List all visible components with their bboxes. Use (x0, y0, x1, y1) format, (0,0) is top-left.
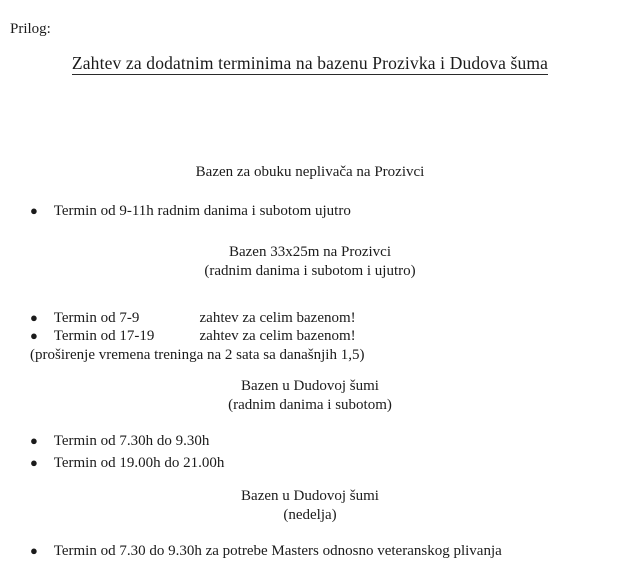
section-heading-3 (0, 379, 620, 413)
list-item-label: Termin od 9-11h radnim danima i subotom ujutro (53, 203, 351, 219)
list-item (30, 203, 351, 220)
section-heading-1-line1: Bazen za obuku neplivača na Prozivci (195, 164, 425, 180)
list-item (30, 543, 502, 560)
list-item-label: Termin od 7.30 do 9.30h za potrebe Masters odnosno veteranskog plivanja (53, 543, 502, 559)
section-heading-2 (0, 245, 620, 279)
bullet-icon: ● (30, 310, 38, 325)
list-item-note: zahtev za celim bazenom! (199, 310, 356, 326)
list-item (30, 433, 209, 450)
attachment-label: Prilog: (10, 21, 51, 37)
bullet-icon: ● (30, 543, 38, 558)
section-heading-2-line1: Bazen 33x25m na Prozivci (228, 244, 392, 260)
section-heading-2-line2: (radnim danima i subotom i ujutro) (204, 263, 416, 279)
section-heading-3-line1: Bazen u Dudovoj šumi (241, 378, 379, 394)
list-item (30, 328, 356, 345)
list-item (30, 310, 356, 327)
bullet-icon: ● (30, 433, 38, 448)
list-item-label: Termin od 19.00h do 21.00h (53, 455, 225, 471)
bullet-icon: ● (30, 203, 38, 218)
section-heading-4 (0, 489, 620, 523)
section-heading-1 (0, 165, 620, 180)
list-item (30, 455, 224, 472)
list-item-label: Termin od 7.30h do 9.30h (53, 433, 210, 449)
section-heading-3-line2: (radnim danima i subotom) (228, 397, 392, 413)
list-item-note: zahtev za celim bazenom! (199, 328, 356, 344)
section-heading-4-line2: (nedelja) (283, 507, 337, 523)
page-title-text: Zahtev za dodatnim terminima na bazenu Prozivka i Dudova šuma (71, 53, 549, 73)
section-heading-4-line1: Bazen u Dudovoj šumi (241, 488, 379, 504)
page-title (0, 55, 620, 75)
list-item-time: Termin od 7-9 (53, 310, 140, 326)
list-item-time: Termin od 17-19 (53, 328, 155, 344)
section-2-note: (proširenje vremena treninga na 2 sata sa današnjih 1,5) (30, 347, 365, 363)
bullet-icon: ● (30, 328, 38, 343)
bullet-icon: ● (30, 455, 38, 470)
